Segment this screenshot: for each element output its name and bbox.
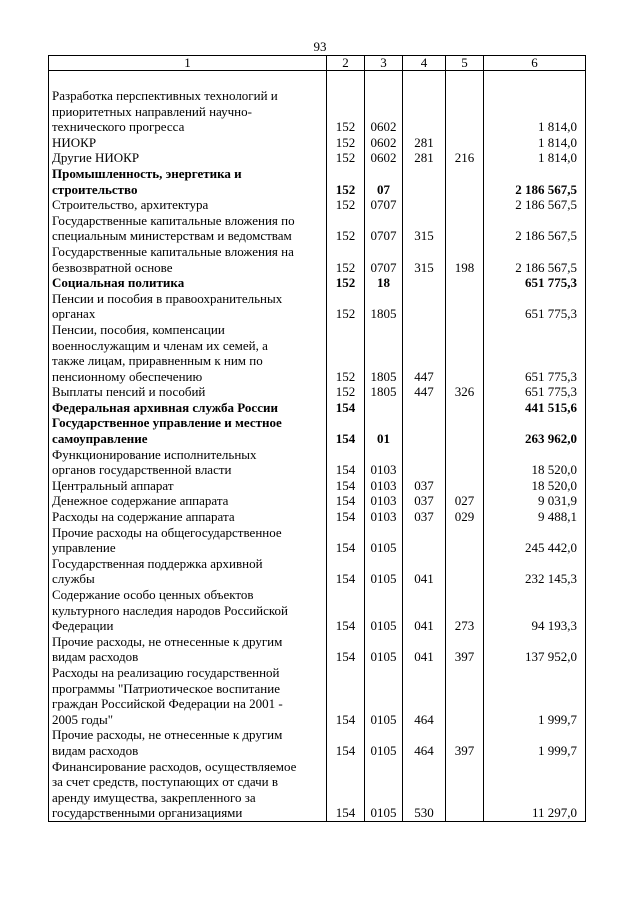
code-col-4: 037	[403, 493, 446, 509]
item-name: Прочие расходы на общегосударственное управление	[49, 525, 327, 556]
page-number: 93	[313, 39, 327, 54]
item-name: Расходы на содержание аппарата	[49, 509, 327, 525]
code-col-2: 152	[327, 150, 365, 166]
code-col-3: 0103	[365, 447, 403, 478]
code-col-2: 152	[327, 88, 365, 135]
code-col-3: 0103	[365, 493, 403, 509]
code-col-4: 037	[403, 509, 446, 525]
code-col-3: 0707	[365, 213, 403, 244]
code-col-3: 07	[365, 166, 403, 197]
item-name: Государственное управление и местное самоуправление	[49, 415, 327, 446]
table-row	[49, 88, 586, 135]
code-col-4: 464	[403, 727, 446, 758]
code-col-2: 152	[327, 197, 365, 213]
amount: 1 814,0	[484, 88, 586, 135]
code-col-2: 152	[327, 244, 365, 275]
code-col-5	[446, 322, 484, 384]
amount: 11 297,0	[484, 759, 586, 822]
code-col-5	[446, 88, 484, 135]
code-col-2: 154	[327, 525, 365, 556]
code-col-5: 029	[446, 509, 484, 525]
item-name: Федеральная архивная служба России	[49, 400, 327, 416]
column-number-2: 2	[327, 56, 365, 71]
item-name: Прочие расходы, не отнесенные к другим видам расходов	[49, 727, 327, 758]
amount: 651 775,3	[484, 275, 586, 291]
code-col-5	[446, 665, 484, 727]
code-col-4: 447	[403, 322, 446, 384]
code-col-2: 154	[327, 727, 365, 758]
table-row	[49, 197, 586, 213]
code-col-2: 154	[327, 415, 365, 446]
code-col-4	[403, 525, 446, 556]
code-col-5	[446, 275, 484, 291]
code-col-4	[403, 400, 446, 416]
table-row	[49, 478, 586, 494]
amount: 18 520,0	[484, 478, 586, 494]
column-number-4: 4	[403, 56, 446, 71]
table-row	[49, 213, 586, 244]
code-col-5	[446, 166, 484, 197]
amount: 1 814,0	[484, 135, 586, 151]
item-name: Финансирование расходов, осуществляемое за счет средств, поступающих от сдачи в аренду имущества, закрепленного за государственными организациями	[49, 759, 327, 822]
code-col-4	[403, 166, 446, 197]
item-name: Пенсии, пособия, компенсации военнослужащим и членам их семей, а также лицам, приравненным к ним по пенсионному обеспечению	[49, 322, 327, 384]
code-col-2: 152	[327, 275, 365, 291]
code-col-5	[446, 213, 484, 244]
code-col-5	[446, 197, 484, 213]
table-row	[49, 384, 586, 400]
code-col-3: 18	[365, 275, 403, 291]
code-col-4: 315	[403, 244, 446, 275]
item-name: Денежное содержание аппарата	[49, 493, 327, 509]
code-col-5	[446, 759, 484, 822]
code-col-4	[403, 447, 446, 478]
code-col-2: 154	[327, 665, 365, 727]
code-col-4: 464	[403, 665, 446, 727]
table-row	[49, 135, 586, 151]
code-col-4: 530	[403, 759, 446, 822]
code-col-5: 273	[446, 587, 484, 634]
code-col-4: 041	[403, 556, 446, 587]
code-col-2: 154	[327, 634, 365, 665]
code-col-2: 152	[327, 384, 365, 400]
code-col-3: 0103	[365, 509, 403, 525]
code-col-3	[365, 400, 403, 416]
column-number-header	[49, 56, 586, 71]
code-col-5	[446, 478, 484, 494]
code-col-5	[446, 400, 484, 416]
code-col-2: 152	[327, 135, 365, 151]
item-name: Выплаты пенсий и пособий	[49, 384, 327, 400]
table-row	[49, 759, 586, 822]
code-col-3: 0105	[365, 665, 403, 727]
amount: 1 814,0	[484, 150, 586, 166]
amount: 245 442,0	[484, 525, 586, 556]
code-col-2: 152	[327, 291, 365, 322]
item-name: Центральный аппарат	[49, 478, 327, 494]
code-col-2: 154	[327, 587, 365, 634]
code-col-5: 326	[446, 384, 484, 400]
table-row	[49, 244, 586, 275]
amount: 2 186 567,5	[484, 197, 586, 213]
code-col-4	[403, 275, 446, 291]
item-name: Государственная поддержка архивной службы	[49, 556, 327, 587]
table-row	[49, 447, 586, 478]
code-col-5: 198	[446, 244, 484, 275]
code-col-3: 0105	[365, 525, 403, 556]
code-col-2: 154	[327, 447, 365, 478]
item-name: Разработка перспективных технологий и приоритетных направлений научно- технического прогресса	[49, 88, 327, 135]
table-row	[49, 150, 586, 166]
budget-table	[48, 55, 586, 822]
code-col-2: 154	[327, 556, 365, 587]
code-col-2: 154	[327, 509, 365, 525]
code-col-4: 315	[403, 213, 446, 244]
amount: 94 193,3	[484, 587, 586, 634]
item-name: Содержание особо ценных объектов культурного наследия народов Российской Федерации	[49, 587, 327, 634]
table-body	[49, 71, 586, 822]
spacer-row	[49, 71, 586, 89]
code-col-3: 0103	[365, 478, 403, 494]
item-name: Промышленность, энергетика и строительство	[49, 166, 327, 197]
code-col-5: 027	[446, 493, 484, 509]
code-col-4	[403, 291, 446, 322]
code-col-3: 0602	[365, 88, 403, 135]
amount: 9 488,1	[484, 509, 586, 525]
code-col-4: 281	[403, 150, 446, 166]
code-col-5	[446, 415, 484, 446]
code-col-5	[446, 556, 484, 587]
item-name: Другие НИОКР	[49, 150, 327, 166]
column-number-1: 1	[49, 56, 327, 71]
table-row	[49, 587, 586, 634]
amount: 1 999,7	[484, 727, 586, 758]
column-number-6: 6	[484, 56, 586, 71]
code-col-2: 152	[327, 166, 365, 197]
amount: 651 775,3	[484, 291, 586, 322]
amount: 651 775,3	[484, 322, 586, 384]
table-row	[49, 727, 586, 758]
code-col-3: 0707	[365, 244, 403, 275]
code-col-2: 152	[327, 213, 365, 244]
item-name: Строительство, архитектура	[49, 197, 327, 213]
code-col-2: 152	[327, 322, 365, 384]
code-col-2: 154	[327, 493, 365, 509]
amount: 18 520,0	[484, 447, 586, 478]
code-col-4: 281	[403, 135, 446, 151]
code-col-3: 0105	[365, 727, 403, 758]
amount: 2 186 567,5	[484, 213, 586, 244]
code-col-3: 0707	[365, 197, 403, 213]
item-name: Функционирование исполнительных органов государственной власти	[49, 447, 327, 478]
item-name: Социальная политика	[49, 275, 327, 291]
code-col-3: 1805	[365, 384, 403, 400]
code-col-3: 0105	[365, 556, 403, 587]
table-row	[49, 275, 586, 291]
code-col-4	[403, 415, 446, 446]
amount: 2 186 567,5	[484, 244, 586, 275]
code-col-3: 1805	[365, 291, 403, 322]
item-name: Государственные капитальные вложения на безвозвратной основе	[49, 244, 327, 275]
code-col-5: 216	[446, 150, 484, 166]
amount: 1 999,7	[484, 665, 586, 727]
code-col-3: 0105	[365, 759, 403, 822]
code-col-5	[446, 291, 484, 322]
amount: 651 775,3	[484, 384, 586, 400]
amount: 232 145,3	[484, 556, 586, 587]
table-row	[49, 493, 586, 509]
table-row	[49, 415, 586, 446]
item-name: НИОКР	[49, 135, 327, 151]
code-col-3: 0602	[365, 135, 403, 151]
code-col-3: 0602	[365, 150, 403, 166]
code-col-3: 01	[365, 415, 403, 446]
item-name: Прочие расходы, не отнесенные к другим видам расходов	[49, 634, 327, 665]
code-col-4: 037	[403, 478, 446, 494]
code-col-2: 154	[327, 400, 365, 416]
item-name: Пенсии и пособия в правоохранительных органах	[49, 291, 327, 322]
item-name: Расходы на реализацию государственной программы "Патриотическое воспитание граждан Российской Федерации на 2001 - 2005 годы"	[49, 665, 327, 727]
code-col-4	[403, 88, 446, 135]
code-col-2: 154	[327, 759, 365, 822]
item-name: Государственные капитальные вложения по специальным министерствам и ведомствам	[49, 213, 327, 244]
code-col-3: 1805	[365, 322, 403, 384]
table-row	[49, 556, 586, 587]
table-row	[49, 665, 586, 727]
code-col-5	[446, 525, 484, 556]
code-col-2: 154	[327, 478, 365, 494]
code-col-5: 397	[446, 634, 484, 665]
amount: 137 952,0	[484, 634, 586, 665]
code-col-4: 447	[403, 384, 446, 400]
code-col-5	[446, 135, 484, 151]
code-col-5: 397	[446, 727, 484, 758]
table-row	[49, 400, 586, 416]
code-col-3: 0105	[365, 587, 403, 634]
code-col-3: 0105	[365, 634, 403, 665]
table-row	[49, 291, 586, 322]
code-col-4	[403, 197, 446, 213]
table-row	[49, 525, 586, 556]
table-row	[49, 509, 586, 525]
table-row	[49, 322, 586, 384]
amount: 2 186 567,5	[484, 166, 586, 197]
column-number-3: 3	[365, 56, 403, 71]
code-col-5	[446, 447, 484, 478]
table-row	[49, 634, 586, 665]
amount: 441 515,6	[484, 400, 586, 416]
table-row	[49, 166, 586, 197]
column-number-5: 5	[446, 56, 484, 71]
code-col-4: 041	[403, 634, 446, 665]
amount: 263 962,0	[484, 415, 586, 446]
amount: 9 031,9	[484, 493, 586, 509]
code-col-4: 041	[403, 587, 446, 634]
